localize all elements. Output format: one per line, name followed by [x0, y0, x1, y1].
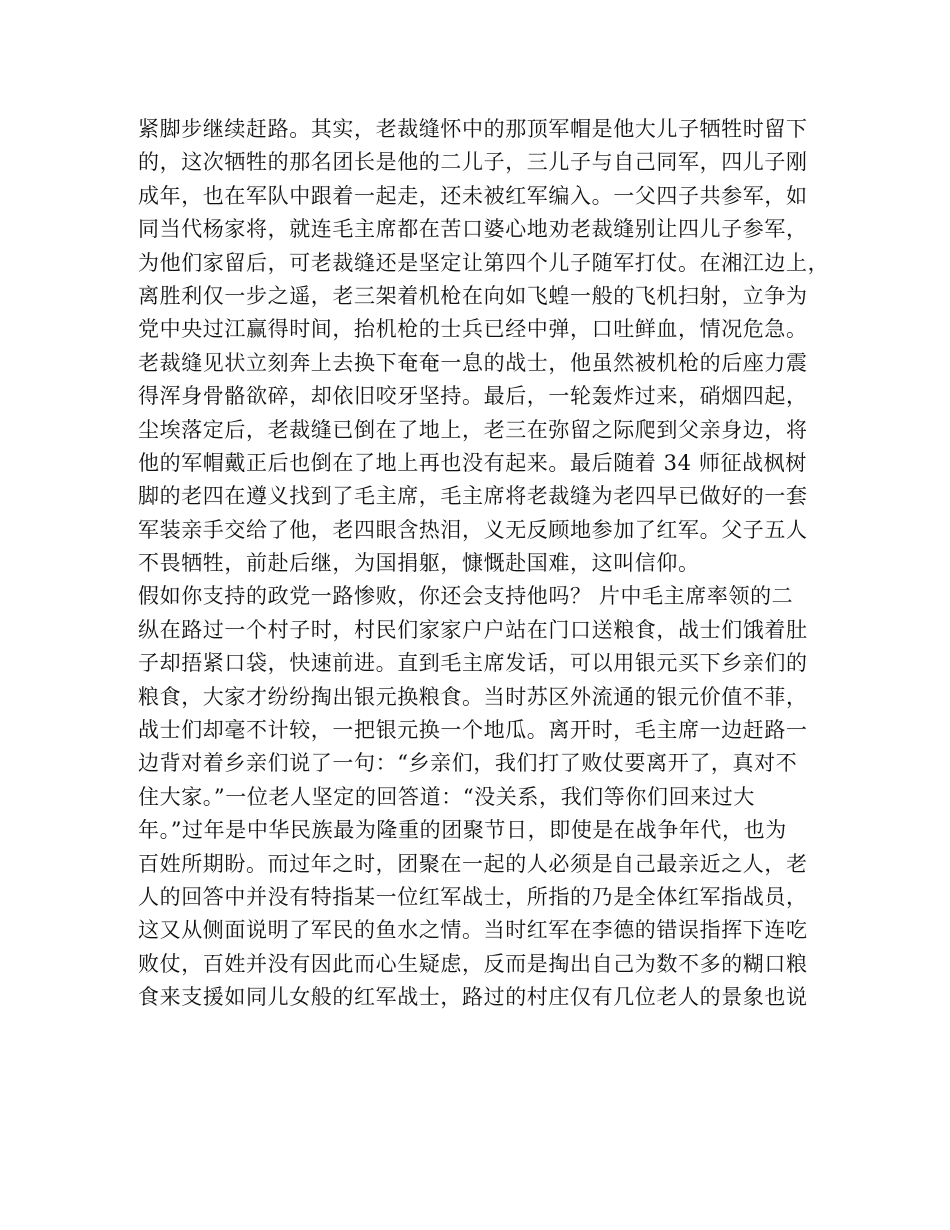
text-line: 百姓所期盼。而过年之时，团聚在一起的人必须是自己最亲近之人，老 [138, 851, 808, 876]
text-line: 得浑身骨骼欲碎，却依旧咬牙坚持。最后，一轮轰炸过来，硝烟四起， [138, 384, 808, 409]
text-line: 的，这次牺牲的那名团长是他的二儿子，三儿子与自己同军，四儿子刚 [138, 150, 808, 175]
text-line: 战士们却毫不计较，一把银元换一个地瓜。离开时，毛主席一边赶路一 [138, 718, 808, 743]
text-line: 不畏牺牲，前赴后继，为国捐躯，慷慨赴国难，这叫信仰。 [138, 551, 700, 576]
text-line: 老裁缝见状立刻奔上去换下奄奄一息的战士，他虽然被机枪的后座力震 [138, 350, 808, 375]
text-line: 败仗，百姓并没有因此而心生疑虑，反而是掏出自己为数不多的糊口粮 [138, 951, 808, 976]
text-line: 紧脚步继续赶路。其实，老裁缝怀中的那顶军帽是他大儿子牺牲时留下 [138, 117, 808, 141]
text-line: 成年，也在军队中跟着一起走，还未被红军编入。一父四子共参军，如 [138, 183, 808, 208]
text-line: 他的军帽戴正后也倒在了地上再也没有起来。最后随着 34 师征战枫树 [138, 450, 807, 475]
text-line: 纵在路过一个村子时，村民们家家户户站在门口送粮食，战士们饿着肚 [138, 617, 808, 642]
text-line: 边背对着乡亲们说了一句：“乡亲们，我们打了败仗要离开了，真对不 [138, 751, 798, 776]
text-line: 住大家。”一位老人坚定的回答道：“没关系，我们等你们回来过大 [138, 784, 755, 809]
text-line: 食来支援如同儿女般的红军战士，路过的村庄仅有几位老人的景象也说 [138, 985, 808, 1010]
text-line: 子却捂紧口袋，快速前进。直到毛主席发话，可以用银元买下乡亲们的 [138, 651, 808, 676]
text-line: 年。”过年是中华民族最为隆重的团聚节日，即使是在战争年代，也为 [138, 818, 787, 843]
text-line: 党中央过江赢得时间，抬机枪的士兵已经中弹，口吐鲜血，情况危急。 [138, 317, 808, 342]
text-line: 粮食，大家才纷纷掏出银元换粮食。当时苏区外流通的银元价值不菲， [138, 684, 808, 709]
text-line: 人的回答中并没有特指某一位红军战士，所指的乃是全体红军指战员， [138, 884, 808, 909]
body-text [138, 113, 830, 1015]
text-line: 离胜利仅一步之遥，老三架着机枪在向如飞蝗一般的飞机扫射，立争为 [138, 283, 808, 308]
text-line: 为他们家留后，可老裁缝还是坚定让第四个儿子随军打仗。在湘江边上， [138, 250, 830, 275]
text-line: 军装亲手交给了他，老四眼含热泪，义无反顾地参加了红军。父子五人 [138, 517, 808, 542]
text-line: 假如你支持的政党一路惨败，你还会支持他吗？ 片中毛主席率领的二 [138, 584, 794, 609]
text-line: 脚的老四在遵义找到了毛主席，毛主席将老裁缝为老四早已做好的一套 [138, 484, 808, 509]
text-line: 尘埃落定后，老裁缝已倒在了地上，老三在弥留之际爬到父亲身边，将 [138, 417, 808, 442]
text-line: 同当代杨家将，就连毛主席都在苦口婆心地劝老裁缝别让四儿子参军， [138, 217, 808, 242]
text-line: 这又从侧面说明了军民的鱼水之情。当时红军在李德的错误指挥下连吃 [138, 918, 808, 943]
